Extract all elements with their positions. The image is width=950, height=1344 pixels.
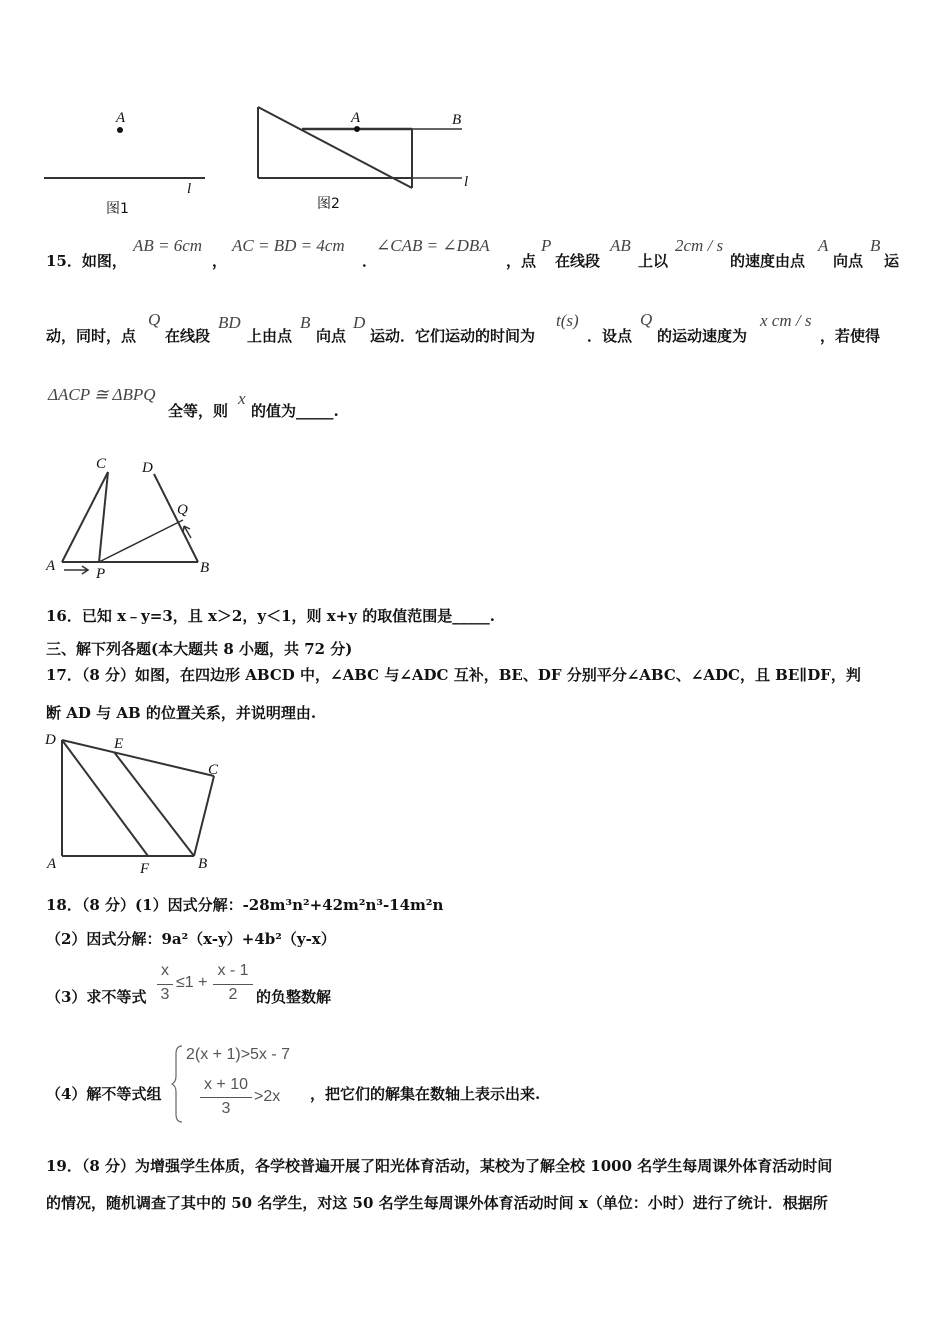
fig1-caption: 图1 xyxy=(106,201,129,217)
q18-part2: （2）因式分解：9a²（x-y）+4b²（y-x） xyxy=(46,930,336,948)
q16-text: 16．已知 x﹣y=3，且 x＞2，y＜1，则 x+y 的取值范围是_____. xyxy=(46,607,495,625)
q15-l2-math-bd: BD xyxy=(218,313,241,332)
segment-pq xyxy=(99,520,183,562)
q15-label-q: Q xyxy=(177,502,188,518)
q19-line1: 19．（8 分）为增强学生体质，各学校普遍开展了阳光体育活动，某校为了解全校 1000 名学生每周课外体育活动时间 xyxy=(46,1157,833,1175)
q15-label-a: A xyxy=(46,558,56,574)
figure-1 xyxy=(40,108,220,223)
q18-part4-suffix: ，把它们的解集在数轴上表示出来. xyxy=(310,1085,541,1103)
segment-cb xyxy=(194,776,214,856)
q15-l2-math-q2: Q xyxy=(640,310,653,329)
q15-text3: 上以 xyxy=(638,252,669,270)
q18-part3-den1: 3 xyxy=(160,986,170,1003)
q15-label-c: C xyxy=(96,456,107,472)
segment-bd xyxy=(154,474,198,562)
q18-part3-num2: x - 1 xyxy=(217,962,249,979)
q15-math-angles: ∠CAB = ∠DBA xyxy=(376,236,490,255)
fig2-label-a: A xyxy=(351,110,361,126)
figure-q15 xyxy=(40,450,220,585)
q15-l2-text5: 运动．它们运动的时间为 xyxy=(370,327,536,345)
q15-l2-text6: ．设点 xyxy=(587,327,633,345)
q15-math-a: A xyxy=(818,236,829,255)
q15-l2-text3: 上由点 xyxy=(247,327,293,345)
q18-part4-den: 3 xyxy=(221,1100,231,1117)
q15-l2-text8: ，若使得 xyxy=(820,327,881,345)
q18-part3-num1: x xyxy=(161,962,169,979)
fig2-hypotenuse xyxy=(258,107,412,188)
fig2-label-b: B xyxy=(452,112,462,128)
q18-part3-prefix: （3）求不等式 xyxy=(46,988,147,1006)
q15-l3-math-x: x xyxy=(238,389,246,408)
q17-label-a: A xyxy=(47,856,57,872)
q15-text1: ，点 xyxy=(506,252,537,270)
q15-math-ac-bd: AC = BD = 4cm xyxy=(232,236,345,255)
q15-l2-math-q: Q xyxy=(148,310,161,329)
q18-part4-prefix: （4）解不等式组 xyxy=(46,1085,162,1103)
q15-l3-math-congruent: ΔACP ≅ ΔBPQ xyxy=(48,385,156,404)
q15-l2-text2: 在线段 xyxy=(165,327,211,345)
q15-label-p: P xyxy=(96,566,106,582)
point-a-dot xyxy=(117,127,123,133)
q15-text5: 向点 xyxy=(833,252,864,270)
q15-label-b: B xyxy=(200,560,210,576)
q15-period1: ． xyxy=(362,252,378,270)
q17-line2: 断 AD 与 AB 的位置关系，并说明理由. xyxy=(46,704,317,722)
figure-q17 xyxy=(40,728,230,876)
q18-part3-fracbar1 xyxy=(157,984,173,985)
q15-l2-math-speed: x cm / s xyxy=(760,311,812,330)
q15-math-ab2: AB xyxy=(610,236,631,255)
q15-l3-text1: 全等，则 xyxy=(168,402,229,420)
fig1-label-a: A xyxy=(116,110,126,126)
q15-math-ab: AB = 6cm xyxy=(133,236,203,255)
q18-part1-expr: -28m³n²+42m²n³-14m²n xyxy=(242,896,444,914)
q17-label-f: F xyxy=(140,861,150,877)
q17-label-c: C xyxy=(208,762,219,778)
q15-text6: 运 xyxy=(884,252,900,270)
point-a-dot xyxy=(354,126,360,132)
q18-part4-rhs: >2x xyxy=(254,1088,281,1105)
q15-math-speed: 2cm / s xyxy=(675,236,724,255)
q15-l2-text4: 向点 xyxy=(316,327,347,345)
q15-l2-text7: 的运动速度为 xyxy=(657,327,748,345)
q17-label-d: D xyxy=(45,732,56,748)
system-brace xyxy=(172,1044,186,1124)
q15-text4: 的速度由点 xyxy=(730,252,806,270)
q15-l3-text2: 的值为_____. xyxy=(251,402,339,420)
q15-math-b: B xyxy=(870,236,881,255)
q15-l2-math-t: t(s) xyxy=(556,311,579,330)
q17-line1: 17．（8 分）如图，在四边形 ABCD 中，∠ABC 与∠ADC 互补，BE、DF 分别平分∠ABC、∠ADC，且 BE∥DF，判 xyxy=(46,666,861,684)
q18-part3-den2: 2 xyxy=(228,986,238,1003)
q15-number: 15．如图， xyxy=(46,252,127,270)
q18-part1 xyxy=(46,894,443,915)
q18-part1-prefix: 18．（8 分）(1）因式分解： xyxy=(46,896,243,914)
q18-part4-num: x + 10 xyxy=(203,1076,249,1093)
section3-title: 三、解下列各题(本大题共 8 小题，共 72 分) xyxy=(46,640,353,658)
q15-l2-math-d: D xyxy=(353,313,366,332)
q17-label-e: E xyxy=(114,736,124,752)
q18-part4-fracbar xyxy=(200,1097,252,1098)
q17-label-b: B xyxy=(198,856,208,872)
q15-l2-text1: 动，同时，点 xyxy=(46,327,137,345)
fig2-caption: 图2 xyxy=(317,196,340,212)
q15-comma1: ， xyxy=(212,252,228,270)
q15-text2: 在线段 xyxy=(555,252,601,270)
figure-2 xyxy=(250,100,490,220)
q19-line2: 的情况，随机调查了其中的 50 名学生，对这 50 名学生每周课外体育活动时间 x（单位：小时）进行了统计．根据所 xyxy=(46,1194,828,1212)
q15-l2-math-b: B xyxy=(300,313,311,332)
q18-part3-suffix: 的负整数解 xyxy=(256,988,332,1006)
q15-math-p: P xyxy=(541,236,552,255)
fig2-label-l: l xyxy=(464,174,469,190)
q15-label-d: D xyxy=(142,460,153,476)
q18-part4-ineq1: 2(x + 1)>5x - 7 xyxy=(186,1046,291,1063)
q18-part3-mid: ≤1 + xyxy=(176,974,208,991)
fig1-label-l: l xyxy=(187,181,192,197)
q18-part3-fracbar2 xyxy=(213,984,253,985)
